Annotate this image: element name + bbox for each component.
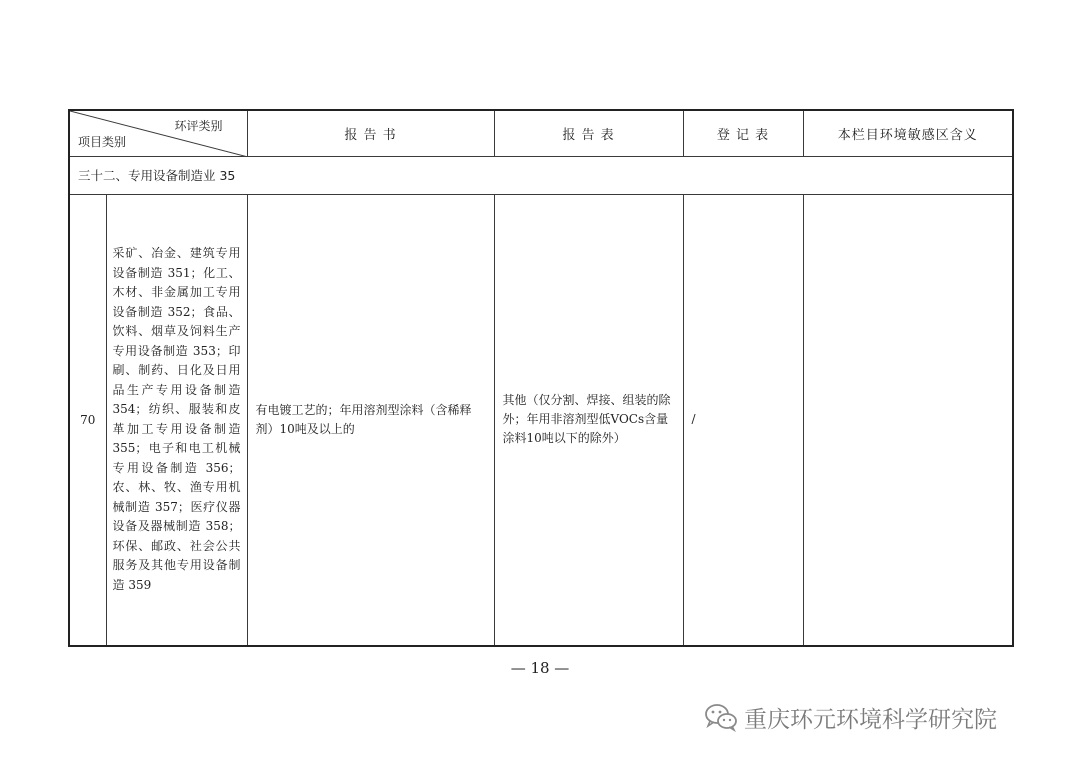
table-row [69, 194, 1013, 646]
eia-category-table [68, 109, 1014, 647]
watermark [704, 700, 997, 734]
page-number: — 18 — [510, 659, 570, 677]
diagonal-header-cell [69, 110, 247, 156]
header-eia-type-label: 环评类别 [174, 119, 223, 133]
project-category-cell: 采矿、冶金、建筑专用设备制造 351；化工、木材、非金属加工专用设备制造 352；食品、饮料、烟草及饲料生产专用设备制造 353；印刷、制药、日化及日用品生产专用设备制造 354；纺织、服装和皮革加工专用设备制造 355；电子和电工机械专用设备制造 356；农、林、牧、渔专用机械制造 357；医疗仪器设备及器械制造 358；环保、邮政、社会公共服务及其他专用设备制造 359 [106, 194, 247, 646]
report-form-cell: 其他（仅分割、焊接、组装的除外；年用非溶剂型低VOCs含量涂料10吨以下的除外） [494, 194, 683, 646]
header-sensitive-area: 本栏目环境敏感区含义 [803, 110, 1013, 156]
header-row [69, 110, 1013, 156]
header-report-book: 报 告 书 [247, 110, 494, 156]
section-title: 三十二、专用设备制造业 35 [69, 156, 1013, 194]
watermark-text: 重庆环元环境科学研究院 [744, 706, 997, 733]
header-project-type-label: 项目类别 [78, 134, 127, 149]
header-report-form: 报 告 表 [494, 110, 683, 156]
header-registration-form: 登 记 表 [683, 110, 803, 156]
row-number: 70 [69, 194, 106, 646]
report-book-cell: 有电镀工艺的；年用溶剂型涂料（含稀释剂）10吨及以上的 [247, 194, 494, 646]
wechat-icon [704, 702, 738, 732]
section-row [69, 156, 1013, 194]
sensitive-area-cell [803, 194, 1013, 646]
registration-form-cell: / [683, 194, 803, 646]
